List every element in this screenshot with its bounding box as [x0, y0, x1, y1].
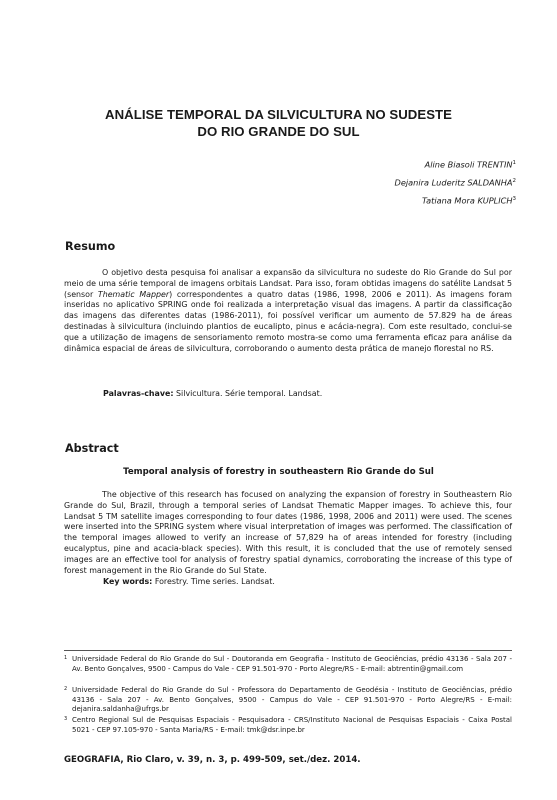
footnote-3	[64, 716, 512, 735]
footnote-divider	[64, 650, 512, 651]
resumo-italic-term: Thematic Mapper	[97, 289, 170, 299]
author-3	[395, 191, 516, 209]
footnote-mark: 2	[64, 686, 68, 692]
key-words-label: Key words:	[103, 577, 153, 586]
author-name: Tatiana Mora KUPLICH	[421, 196, 513, 207]
author-footnote-mark: 1	[512, 160, 516, 166]
key-words-values: Forestry. Time series. Landsat.	[154, 577, 275, 586]
author-2	[395, 173, 516, 191]
author-name: Dejanira Luderitz SALDANHA	[394, 177, 513, 188]
palavras-chave	[103, 388, 322, 399]
footnote-1	[64, 655, 512, 674]
footnote-text: Universidade Federal do Rio Grande do Sul - Doutoranda em Geografia - Instituto de Geociências, prédio 43136 - Sala 207 - Av. Bento Gonçalves, 9500 - Campus do Vale - CEP 91.501-970 - Porto Alegre/RS - E-mail: abtrentin@gmail.com	[72, 655, 512, 673]
footnote-2	[64, 686, 512, 715]
resumo-text-rest: ) correspondentes a quatro datas (1986, 1998, 2006 e 2011). As imagens foram inseridas no aplicativo SPRING onde foi realizada a interpretação visual das imagens. A partir da classificação das imagens das diferentes datas (1986-2011), foi possível verificar um aumento de 57.829 ha de áreas destinadas à silvicultura (incluindo plantios de eucalipto, pinus e acácia-negra). Com este resultado, conclui-se que a utilização de imagens de sensoriamento remoto mostra-se como uma ferramenta eficaz para análise da dinâmica espacial de áreas de silvicultura, corroborando o aumento desta prática de manejo florestal no RS.	[64, 289, 512, 353]
resumo-text-start: O objetivo desta pesquisa foi analisar a expansão da silvicultura no sudeste do Rio Grande do Sul por meio de uma série temporal de imagens orbitais Landsat. Para isso, foram obtidas imagens do satélite Landsat 5 (sensor	[64, 268, 513, 299]
journal-citation: GEOGRAFIA, Rio Claro, v. 39, n. 3, p. 499-509, set./dez. 2014.	[64, 755, 361, 765]
english-title: Temporal analysis of forestry in southeastern Rio Grande do Sul	[123, 467, 434, 477]
footnote-mark: 1	[64, 655, 68, 661]
author-1	[395, 155, 516, 173]
author-name: Aline Biasoli TRENTIN	[424, 159, 513, 170]
article-title-line-1: ANÁLISE TEMPORAL DA SILVICULTURA NO SUDESTE	[105, 107, 452, 122]
footnote-text: Centro Regional Sul de Pesquisas Espaciais - Pesquisadora - CRS/Instituto Nacional de Pesquisas Espaciais - Caixa Postal 5021 - CEP 97.105-970 - Santa Maria/RS - E-mail: tmk@dsr.inpe.br	[72, 716, 512, 734]
palavras-chave-label: Palavras-chave:	[103, 389, 174, 398]
footnote-mark: 3	[64, 716, 68, 722]
article-title-line-2: DO RIO GRANDE DO SUL	[197, 124, 360, 139]
abstract-heading: Abstract	[65, 442, 119, 455]
key-words	[103, 576, 275, 587]
palavras-chave-values: Silvicultura. Série temporal. Landsat.	[176, 389, 323, 398]
author-footnote-mark: 3	[512, 196, 516, 203]
author-list	[395, 155, 516, 210]
author-footnote-mark: 2	[512, 178, 516, 185]
resumo-paragraph	[64, 268, 512, 354]
resumo-heading: Resumo	[65, 240, 116, 253]
footnote-text: Universidade Federal do Rio Grande do Sul - Professora do Departamento de Geodésia - Instituto de Geociências, prédio 43136 - Sala 207 - Av. Bento Gonçalves, 9500 - Campus do Vale - CEP 91.501-970 - Porto Alegre/RS - E-mail: dejanira.saldanha@ufrgs.br	[72, 686, 512, 713]
abstract-paragraph: The objective of this research has focused on analyzing the expansion of forestry in Southeastern Rio Grande do Sul, Brazil, through a temporal series of Landsat Thematic Mapper images. To achieve this, four Landsat 5 TM satellite images corresponding to four dates (1986, 1998, 2006 and 2011) were used. The scenes were inserted into the SPRING system where visual interpretation of images was performed. The classification of the temporal images allowed to verify an increase of 57,829 ha of areas intended for forestry (including eucalyptus, pine and acacia-black species). With this result, it is concluded that the use of remotely sensed images are an effective tool for analysis of forestry spatial dynamics, corroborating the increase of this type of forest management in the Rio Grande do Sul State.	[64, 490, 512, 575]
